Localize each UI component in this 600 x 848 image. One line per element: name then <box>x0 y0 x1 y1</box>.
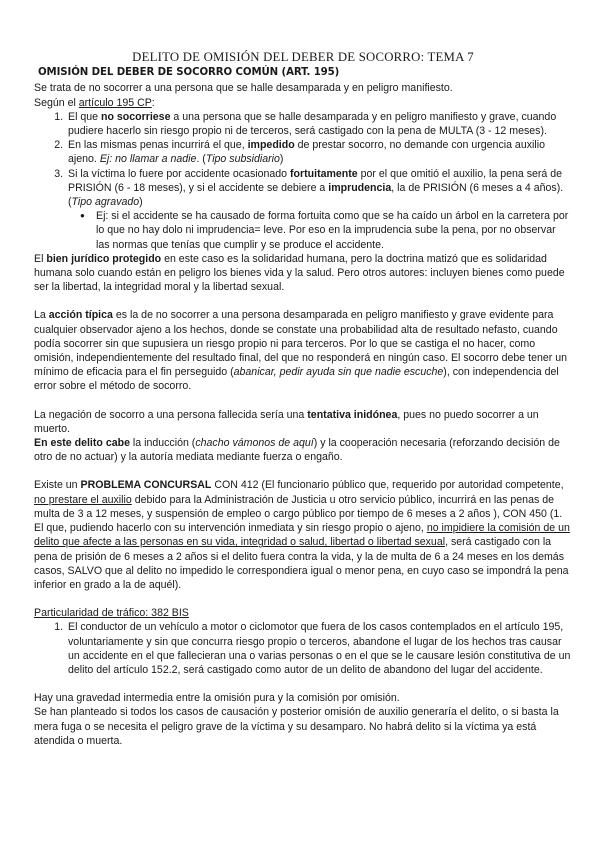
list-item: 3. Si la víctima lo fuere por accidente ocasionado fortuitamente por el que omitió el auxilio, la pena será de PRISIÓN (6 - 18 meses), y si el accidente se debiere a imprudencia, la de PRISIÓN (6 meses a 4 años). (Tipo agravado) ● Ej: si el accidente se ha causado de forma fortuita como que se ha caído un árbol en la carretera por lo que no hay dolo ni imprudencia= leve. Por eso en la imprudencia sube la pena, por no observar las normas que tenías que cumplir y se produce el accidente. <box>66 167 572 252</box>
section-heading-omision: OMISIÓN DEL DEBER DE SOCORRO COMÚN (ART. 195) <box>38 67 340 79</box>
problema-concursal-paragraph: Existe un PROBLEMA CONCURSAL CON 412 (El funcionario público que, requerido por autoridad competente, no prestare el auxilio debido para la Administración de Justicia u otro servicio público, incurrirá en las penas de multa de 3 a 12 meses, y suspensión de empleo o cargo público por tiempo de 6 meses a 2 años ), CON 450 (1. El que, pudiendo hacerlo con su intervención inmediata y sin riesgo propio o ajeno, no impidiere la comisión de un delito que afecte a las personas en su vida, integridad o salud, libertad o libertad sexual, será castigado con la pena de prisión de 6 meses a 2 años si el delito fuera contra la vida, y la de multa de 6 a 24 meses en los demás casos, SALVO que al delito no impedido le correspondiera igual o menor pena, en cuyo caso se impondrá la pena inferior en grado a la de aquél). <box>34 479 570 591</box>
accion-tipica-paragraph: La acción típica es la de no socorrer a una persona desamparada en peligro manifiesto y grave evidente para cualquier observador ajeno a los hechos, donde se constate una probabilidad alta de resultado nefasto, cuando podía socorrer sin que supusiera un riesgo propio ni para terceros. Por lo que se castiga el no hacer, como omisión, independientemente del resultado final, del que no responderá en ningún caso. El socorro debe tener un mínimo de eficacia para el fin perseguido (abanicar, pedir ayuda sin que nadie escuche), con independencia del error sobre el método de socorro. <box>34 309 567 393</box>
article-195-link: artículo 195 CP <box>78 96 152 109</box>
bien-juridico-paragraph: El bien jurídico protegido en este caso es la solidaridad humana, pero la doctrina matizó que es solidaridad humana solo cuando están en peligro los bienes vida y la salud. Pero otros autores: incluyen bienes como puede ser la libertad, la integridad moral y la libertad sexual. <box>34 252 565 294</box>
trafico-heading: Particularidad de tráfico: 382 BIS <box>34 607 189 620</box>
participacion-paragraph: En este delito cabe la inducción (chacho vámonos de aquí) y la cooperación necesaria (reforzando decisión de otro de no actuar) y la autoría mediata mediante fuerza o engaño. <box>34 437 560 464</box>
article-195-list <box>34 110 572 252</box>
gravedad-paragraph: Hay una gravedad intermedia entre la omisión pura y la comisión por omisión. <box>34 692 400 705</box>
bullet-item: ● Ej: si el accidente se ha causado de forma fortuita como que se ha caído un árbol en la carretera por lo que no hay dolo ni imprudencia= leve. Por eso en la imprudencia sube la pena, por no observar las normas que tenías que cumplir y se produce el accidente. <box>94 209 572 252</box>
causacion-paragraph: Se han planteado si todos los casos de causación y posterior omisión de auxilio generaría el delito, o si basta la mera fuga o se necesita el peligro grave de la víctima y su desamparo. No habrá delito si la víctima ya está atendida o muerta. <box>34 706 559 747</box>
tentativa-paragraph: La negación de socorro a una persona fallecida sería una tentativa inidónea, pues no puedo socorrer a un muerto. <box>34 408 539 435</box>
document-page <box>34 50 572 748</box>
list-item: 1. El que no socorriese a una persona que se halle desamparada y en peligro manifiesto y grave, cuando pudiere hacerlo sin riesgo propio ni de terceros, será castigado con la pena de MULTA (3 - 12 meses). <box>66 110 572 138</box>
document-title: DELITO DE OMISIÓN DEL DEBER DE SOCORRO: TEMA 7 <box>132 50 474 64</box>
list-item: 2. En las mismas penas incurrirá el que, impedido de prestar socorro, no demande con urgencia auxilio ajeno. Ej: no llamar a nadie. (Tipo subsidiario) <box>66 138 572 166</box>
example-bullet-list <box>68 209 572 252</box>
intro-paragraph: Se trata de no socorrer a una persona que se halle desamparada y en peligro manifiesto. <box>34 82 453 95</box>
trafico-list <box>34 620 572 677</box>
list-item: 1. El conductor de un vehículo a motor o ciclomotor que fuera de los casos contemplados en el artículo 195, voluntariamente y sin que concurra riesgo propio o terceros, abandone el lugar de los hechos tras causar un accidente en el que fallecieran una o varias personas o en el que se le causare lesión constitutiva de un delito del artículo 152.2, será castigado como autor de un delito de abandono del lugar del accidente. <box>66 620 572 677</box>
segun-line: Según el artículo 195 CP: <box>34 96 155 109</box>
